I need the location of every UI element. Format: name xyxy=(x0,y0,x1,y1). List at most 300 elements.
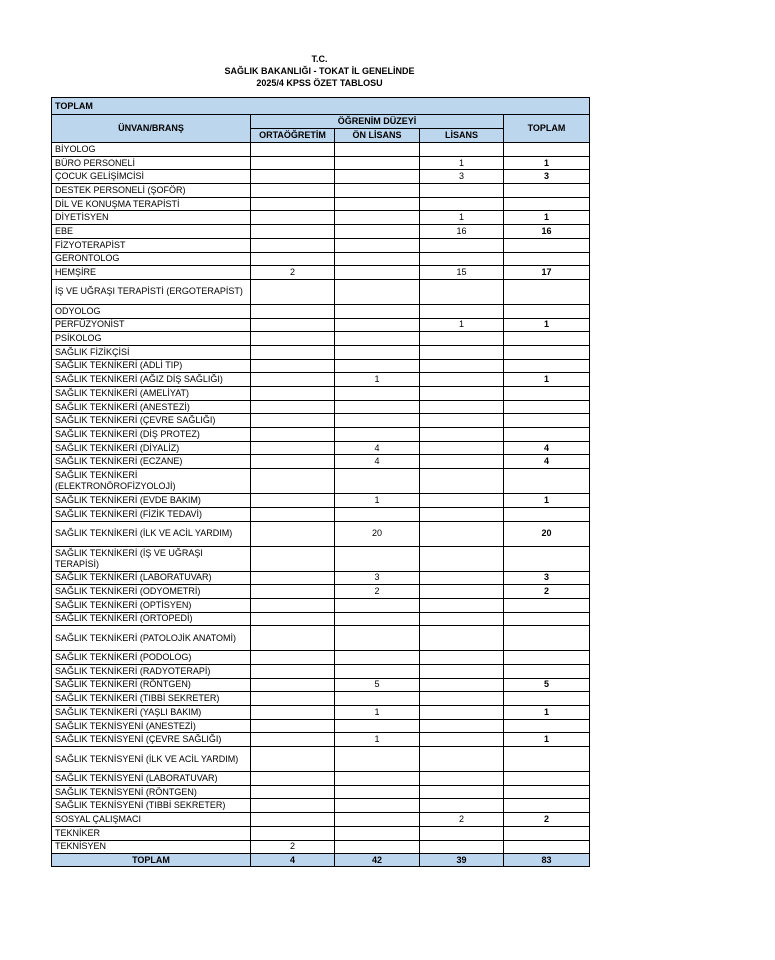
cell-total xyxy=(504,400,590,414)
table-row xyxy=(52,414,590,428)
cell-ortaogretim xyxy=(251,772,335,786)
cell-unvan: SAĞLIK TEKNİKERİ (YAŞLI BAKIM) xyxy=(52,706,251,720)
cell-unvan: SAĞLIK TEKNİKERİ (LABORATUVAR) xyxy=(52,571,251,585)
cell-ortaogretim xyxy=(251,733,335,747)
cell-onlisans xyxy=(335,211,420,225)
cell-ortaogretim xyxy=(251,469,335,494)
cell-unvan: SAĞLIK TEKNİKERİ (FİZİK TEDAVİ) xyxy=(52,507,251,521)
cell-unvan: DİL VE KONUŞMA TERAPİSTİ xyxy=(52,197,251,211)
table-row xyxy=(52,304,590,318)
cell-total xyxy=(504,785,590,799)
cell-onlisans: 5 xyxy=(335,678,420,692)
cell-total: 1 xyxy=(504,706,590,720)
cell-lisans: 1 xyxy=(420,318,504,332)
cell-onlisans xyxy=(335,266,420,280)
cell-onlisans xyxy=(335,719,420,733)
table-row xyxy=(52,546,590,571)
cell-total xyxy=(504,507,590,521)
cell-onlisans: 1 xyxy=(335,706,420,720)
cell-onlisans xyxy=(335,546,420,571)
cell-lisans xyxy=(420,747,504,772)
cell-ortaogretim xyxy=(251,598,335,612)
table-row xyxy=(52,279,590,304)
cell-onlisans xyxy=(335,469,420,494)
document-title-block xyxy=(51,53,588,89)
cell-onlisans: 4 xyxy=(335,455,420,469)
cell-onlisans xyxy=(335,664,420,678)
cell-onlisans xyxy=(335,598,420,612)
cell-unvan: SAĞLIK TEKNİKERİ (TIBBİ SEKRETER) xyxy=(52,692,251,706)
cell-ortaogretim xyxy=(251,747,335,772)
cell-ortaogretim xyxy=(251,345,335,359)
table-row xyxy=(52,521,590,546)
cell-onlisans xyxy=(335,170,420,184)
cell-onlisans xyxy=(335,414,420,428)
cell-lisans xyxy=(420,184,504,198)
cell-onlisans xyxy=(335,304,420,318)
cell-lisans xyxy=(420,706,504,720)
cell-ortaogretim xyxy=(251,143,335,157)
cell-ortaogretim xyxy=(251,373,335,387)
footer-label: TOPLAM xyxy=(52,854,251,867)
cell-onlisans xyxy=(335,651,420,665)
cell-onlisans: 1 xyxy=(335,733,420,747)
cell-ortaogretim xyxy=(251,428,335,442)
cell-total xyxy=(504,840,590,854)
cell-ortaogretim xyxy=(251,612,335,626)
cell-lisans xyxy=(420,651,504,665)
table-body xyxy=(52,143,590,854)
table-row xyxy=(52,156,590,170)
cell-lisans: 3 xyxy=(420,170,504,184)
cell-total: 4 xyxy=(504,441,590,455)
cell-onlisans: 2 xyxy=(335,585,420,599)
cell-ortaogretim xyxy=(251,156,335,170)
cell-unvan: HEMŞİRE xyxy=(52,266,251,280)
table-row xyxy=(52,359,590,373)
table-row xyxy=(52,225,590,239)
table-row xyxy=(52,598,590,612)
cell-unvan: SAĞLIK TEKNİKERİ (RADYOTERAPİ) xyxy=(52,664,251,678)
title-line-summary: 2025/4 KPSS ÖZET TABLOSU xyxy=(256,78,383,88)
table-row xyxy=(52,664,590,678)
cell-unvan: DİYETİSYEN xyxy=(52,211,251,225)
cell-lisans xyxy=(420,197,504,211)
cell-ortaogretim xyxy=(251,184,335,198)
cell-total xyxy=(504,626,590,651)
cell-lisans xyxy=(420,252,504,266)
cell-unvan: ÇOCUK GELİŞİMCİSİ xyxy=(52,170,251,184)
cell-ortaogretim xyxy=(251,252,335,266)
cell-lisans xyxy=(420,373,504,387)
cell-total xyxy=(504,719,590,733)
cell-total: 2 xyxy=(504,585,590,599)
table-top-label: TOPLAM xyxy=(52,98,590,115)
cell-total xyxy=(504,387,590,401)
table-row xyxy=(52,785,590,799)
cell-onlisans xyxy=(335,400,420,414)
cell-ortaogretim xyxy=(251,521,335,546)
cell-unvan: SAĞLIK TEKNİKERİ (PATOLOJİK ANATOMİ) xyxy=(52,626,251,651)
cell-lisans xyxy=(420,304,504,318)
cell-onlisans xyxy=(335,826,420,840)
cell-total xyxy=(504,197,590,211)
table-row xyxy=(52,571,590,585)
col-header-ortaogretim: ORTAÖĞRETİM xyxy=(251,129,335,143)
cell-onlisans xyxy=(335,156,420,170)
cell-unvan: SAĞLIK TEKNİSYENİ (TIBBİ SEKRETER) xyxy=(52,799,251,813)
cell-ortaogretim xyxy=(251,585,335,599)
cell-lisans xyxy=(420,279,504,304)
cell-total xyxy=(504,238,590,252)
cell-unvan: SAĞLIK TEKNİKERİ (İŞ VE UĞRAŞI TERAPİSİ) xyxy=(52,546,251,571)
table-row xyxy=(52,840,590,854)
cell-lisans xyxy=(420,546,504,571)
table-row xyxy=(52,651,590,665)
footer-total: 83 xyxy=(504,854,590,867)
cell-unvan: EBE xyxy=(52,225,251,239)
cell-total: 16 xyxy=(504,225,590,239)
table-row xyxy=(52,184,590,198)
cell-unvan: SOSYAL ÇALIŞMACI xyxy=(52,813,251,827)
cell-total: 17 xyxy=(504,266,590,280)
table-row xyxy=(52,799,590,813)
cell-total xyxy=(504,651,590,665)
cell-ortaogretim xyxy=(251,706,335,720)
cell-total: 1 xyxy=(504,733,590,747)
cell-total xyxy=(504,469,590,494)
cell-onlisans xyxy=(335,772,420,786)
cell-lisans xyxy=(420,521,504,546)
cell-lisans xyxy=(420,733,504,747)
cell-ortaogretim xyxy=(251,571,335,585)
cell-lisans xyxy=(420,455,504,469)
cell-ortaogretim xyxy=(251,225,335,239)
cell-unvan: TEKNİSYEN xyxy=(52,840,251,854)
cell-onlisans xyxy=(335,318,420,332)
cell-ortaogretim xyxy=(251,678,335,692)
cell-lisans xyxy=(420,494,504,508)
cell-unvan: SAĞLIK TEKNİSYENİ (ÇEVRE SAĞLIĞI) xyxy=(52,733,251,747)
title-line-ministry: SAĞLIK BAKANLIĞI - TOKAT İL GENELİNDE xyxy=(224,66,415,76)
cell-lisans xyxy=(420,238,504,252)
cell-unvan: SAĞLIK FİZİKÇİSİ xyxy=(52,345,251,359)
cell-unvan: DESTEK PERSONELİ (ŞOFÖR) xyxy=(52,184,251,198)
table-row xyxy=(52,469,590,494)
cell-onlisans xyxy=(335,359,420,373)
cell-onlisans xyxy=(335,692,420,706)
cell-total: 1 xyxy=(504,156,590,170)
col-header-total: TOPLAM xyxy=(504,115,590,143)
cell-total: 1 xyxy=(504,318,590,332)
table-row xyxy=(52,238,590,252)
table-row xyxy=(52,332,590,346)
cell-onlisans xyxy=(335,252,420,266)
cell-lisans xyxy=(420,692,504,706)
table-footer-row xyxy=(52,854,590,867)
cell-total xyxy=(504,279,590,304)
cell-unvan: BÜRO PERSONELİ xyxy=(52,156,251,170)
cell-lisans xyxy=(420,359,504,373)
cell-ortaogretim xyxy=(251,304,335,318)
cell-lisans xyxy=(420,585,504,599)
cell-total xyxy=(504,598,590,612)
cell-total xyxy=(504,359,590,373)
cell-ortaogretim xyxy=(251,318,335,332)
cell-onlisans xyxy=(335,345,420,359)
cell-total: 5 xyxy=(504,678,590,692)
cell-lisans: 1 xyxy=(420,156,504,170)
cell-lisans xyxy=(420,799,504,813)
cell-total: 1 xyxy=(504,211,590,225)
cell-lisans xyxy=(420,772,504,786)
cell-unvan: İŞ VE UĞRAŞI TERAPİSTİ (ERGOTERAPİST) xyxy=(52,279,251,304)
cell-unvan: GERONTOLOG xyxy=(52,252,251,266)
cell-unvan: SAĞLIK TEKNİKERİ (İLK VE ACİL YARDIM) xyxy=(52,521,251,546)
cell-ortaogretim xyxy=(251,279,335,304)
cell-unvan: SAĞLIK TEKNİKERİ (ORTOPEDİ) xyxy=(52,612,251,626)
cell-unvan: PSİKOLOG xyxy=(52,332,251,346)
cell-onlisans xyxy=(335,507,420,521)
cell-onlisans: 4 xyxy=(335,441,420,455)
cell-total xyxy=(504,826,590,840)
cell-total xyxy=(504,664,590,678)
footer-onlisans: 42 xyxy=(335,854,420,867)
cell-lisans xyxy=(420,469,504,494)
cell-ortaogretim xyxy=(251,332,335,346)
cell-ortaogretim xyxy=(251,692,335,706)
cell-ortaogretim xyxy=(251,359,335,373)
table-row xyxy=(52,400,590,414)
table-row xyxy=(52,585,590,599)
cell-lisans xyxy=(420,785,504,799)
kpss-summary-table xyxy=(51,97,590,867)
cell-unvan: SAĞLIK TEKNİKERİ (AMELİYAT) xyxy=(52,387,251,401)
cell-total: 3 xyxy=(504,170,590,184)
cell-total xyxy=(504,184,590,198)
cell-onlisans xyxy=(335,238,420,252)
table-row xyxy=(52,719,590,733)
cell-total xyxy=(504,612,590,626)
footer-lisans: 39 xyxy=(420,854,504,867)
col-header-onlisans: ÖN LİSANS xyxy=(335,129,420,143)
table-row xyxy=(52,706,590,720)
table-row xyxy=(52,143,590,157)
cell-ortaogretim xyxy=(251,414,335,428)
cell-onlisans xyxy=(335,225,420,239)
cell-onlisans xyxy=(335,612,420,626)
cell-unvan: SAĞLIK TEKNİKERİ (ODYOMETRİ) xyxy=(52,585,251,599)
cell-ortaogretim: 2 xyxy=(251,840,335,854)
cell-ortaogretim xyxy=(251,387,335,401)
cell-onlisans xyxy=(335,387,420,401)
cell-ortaogretim xyxy=(251,197,335,211)
table-row xyxy=(52,455,590,469)
cell-unvan: SAĞLIK TEKNİSYENİ (RÖNTGEN) xyxy=(52,785,251,799)
cell-lisans xyxy=(420,598,504,612)
col-header-unvan: ÜNVAN/BRANŞ xyxy=(52,115,251,143)
cell-onlisans xyxy=(335,279,420,304)
cell-unvan: SAĞLIK TEKNİKERİ (ANESTEZİ) xyxy=(52,400,251,414)
cell-ortaogretim xyxy=(251,494,335,508)
cell-total: 2 xyxy=(504,813,590,827)
cell-total xyxy=(504,345,590,359)
col-header-education-level: ÖĞRENİM DÜZEYİ xyxy=(251,115,504,129)
cell-lisans xyxy=(420,719,504,733)
cell-lisans: 2 xyxy=(420,813,504,827)
cell-ortaogretim xyxy=(251,238,335,252)
cell-lisans xyxy=(420,840,504,854)
cell-ortaogretim xyxy=(251,170,335,184)
cell-unvan: BİYOLOG xyxy=(52,143,251,157)
cell-unvan: SAĞLIK TEKNİKERİ (DİŞ PROTEZ) xyxy=(52,428,251,442)
cell-lisans xyxy=(420,400,504,414)
cell-total xyxy=(504,414,590,428)
cell-lisans xyxy=(420,826,504,840)
cell-lisans xyxy=(420,414,504,428)
cell-total xyxy=(504,692,590,706)
table-row xyxy=(52,318,590,332)
cell-lisans xyxy=(420,612,504,626)
table-row xyxy=(52,266,590,280)
cell-onlisans xyxy=(335,747,420,772)
cell-ortaogretim xyxy=(251,664,335,678)
cell-unvan: SAĞLIK TEKNİKERİ (DİYALİZ) xyxy=(52,441,251,455)
cell-ortaogretim xyxy=(251,546,335,571)
cell-onlisans: 20 xyxy=(335,521,420,546)
cell-lisans: 16 xyxy=(420,225,504,239)
cell-unvan: FİZYOTERAPİST xyxy=(52,238,251,252)
cell-unvan: SAĞLIK TEKNİSYENİ (İLK VE ACİL YARDIM) xyxy=(52,747,251,772)
cell-onlisans xyxy=(335,785,420,799)
cell-onlisans xyxy=(335,799,420,813)
cell-lisans xyxy=(420,507,504,521)
cell-lisans xyxy=(420,332,504,346)
cell-ortaogretim xyxy=(251,626,335,651)
cell-total xyxy=(504,143,590,157)
cell-unvan: ODYOLOG xyxy=(52,304,251,318)
cell-onlisans xyxy=(335,143,420,157)
cell-onlisans: 3 xyxy=(335,571,420,585)
cell-unvan: PERFÜZYONİST xyxy=(52,318,251,332)
table-row xyxy=(52,170,590,184)
cell-lisans xyxy=(420,387,504,401)
cell-total: 20 xyxy=(504,521,590,546)
cell-lisans xyxy=(420,143,504,157)
cell-ortaogretim xyxy=(251,826,335,840)
table-row xyxy=(52,252,590,266)
cell-unvan: SAĞLIK TEKNİKERİ (EVDE BAKIM) xyxy=(52,494,251,508)
cell-total: 1 xyxy=(504,373,590,387)
cell-total xyxy=(504,252,590,266)
cell-lisans xyxy=(420,441,504,455)
cell-unvan: SAĞLIK TEKNİSYENİ (LABORATUVAR) xyxy=(52,772,251,786)
cell-unvan: SAĞLIK TEKNİKERİ (OPTİSYEN) xyxy=(52,598,251,612)
cell-lisans xyxy=(420,345,504,359)
cell-onlisans xyxy=(335,428,420,442)
cell-ortaogretim xyxy=(251,785,335,799)
table-row xyxy=(52,733,590,747)
cell-total: 3 xyxy=(504,571,590,585)
table-row xyxy=(52,612,590,626)
table-row xyxy=(52,826,590,840)
cell-lisans xyxy=(420,428,504,442)
cell-ortaogretim xyxy=(251,799,335,813)
cell-lisans: 1 xyxy=(420,211,504,225)
cell-unvan: SAĞLIK TEKNİKERİ (ECZANE) xyxy=(52,455,251,469)
cell-onlisans xyxy=(335,184,420,198)
table-row xyxy=(52,345,590,359)
cell-unvan: SAĞLIK TEKNİKERİ (ÇEVRE SAĞLIĞI) xyxy=(52,414,251,428)
title-line-tc: T.C. xyxy=(311,54,328,64)
cell-ortaogretim xyxy=(251,719,335,733)
table-row xyxy=(52,441,590,455)
cell-unvan: SAĞLIK TEKNİSYENİ (ANESTEZİ) xyxy=(52,719,251,733)
cell-onlisans: 1 xyxy=(335,494,420,508)
cell-ortaogretim xyxy=(251,455,335,469)
cell-total xyxy=(504,428,590,442)
cell-total: 1 xyxy=(504,494,590,508)
cell-unvan: SAĞLIK TEKNİKERİ (AĞIZ DİŞ SAĞLIĞI) xyxy=(52,373,251,387)
cell-total xyxy=(504,772,590,786)
table-row xyxy=(52,678,590,692)
table-row xyxy=(52,626,590,651)
cell-onlisans xyxy=(335,197,420,211)
table-row xyxy=(52,494,590,508)
cell-lisans xyxy=(420,626,504,651)
cell-lisans xyxy=(420,571,504,585)
cell-lisans xyxy=(420,664,504,678)
cell-total xyxy=(504,747,590,772)
cell-total xyxy=(504,546,590,571)
cell-total xyxy=(504,799,590,813)
cell-total xyxy=(504,304,590,318)
cell-total: 4 xyxy=(504,455,590,469)
cell-ortaogretim xyxy=(251,813,335,827)
cell-total xyxy=(504,332,590,346)
table-row xyxy=(52,211,590,225)
table-row xyxy=(52,428,590,442)
footer-ortaogretim: 4 xyxy=(251,854,335,867)
cell-ortaogretim xyxy=(251,441,335,455)
cell-onlisans xyxy=(335,813,420,827)
cell-lisans: 15 xyxy=(420,266,504,280)
cell-lisans xyxy=(420,678,504,692)
cell-ortaogretim xyxy=(251,211,335,225)
cell-unvan: SAĞLIK TEKNİKERİ (ADLİ TIP) xyxy=(52,359,251,373)
table-row xyxy=(52,507,590,521)
cell-ortaogretim xyxy=(251,651,335,665)
cell-onlisans xyxy=(335,626,420,651)
cell-onlisans xyxy=(335,332,420,346)
table-row xyxy=(52,692,590,706)
table-row xyxy=(52,387,590,401)
cell-unvan: TEKNİKER xyxy=(52,826,251,840)
table-row xyxy=(52,373,590,387)
table-row xyxy=(52,813,590,827)
cell-ortaogretim xyxy=(251,400,335,414)
col-header-lisans: LİSANS xyxy=(420,129,504,143)
cell-unvan: SAĞLIK TEKNİKERİ (ELEKTRONÖROFİZYOLOJİ) xyxy=(52,469,251,494)
cell-onlisans: 1 xyxy=(335,373,420,387)
table-row xyxy=(52,197,590,211)
cell-ortaogretim: 2 xyxy=(251,266,335,280)
cell-onlisans xyxy=(335,840,420,854)
cell-unvan: SAĞLIK TEKNİKERİ (RÖNTGEN) xyxy=(52,678,251,692)
table-row xyxy=(52,747,590,772)
cell-unvan: SAĞLIK TEKNİKERİ (PODOLOG) xyxy=(52,651,251,665)
cell-ortaogretim xyxy=(251,507,335,521)
